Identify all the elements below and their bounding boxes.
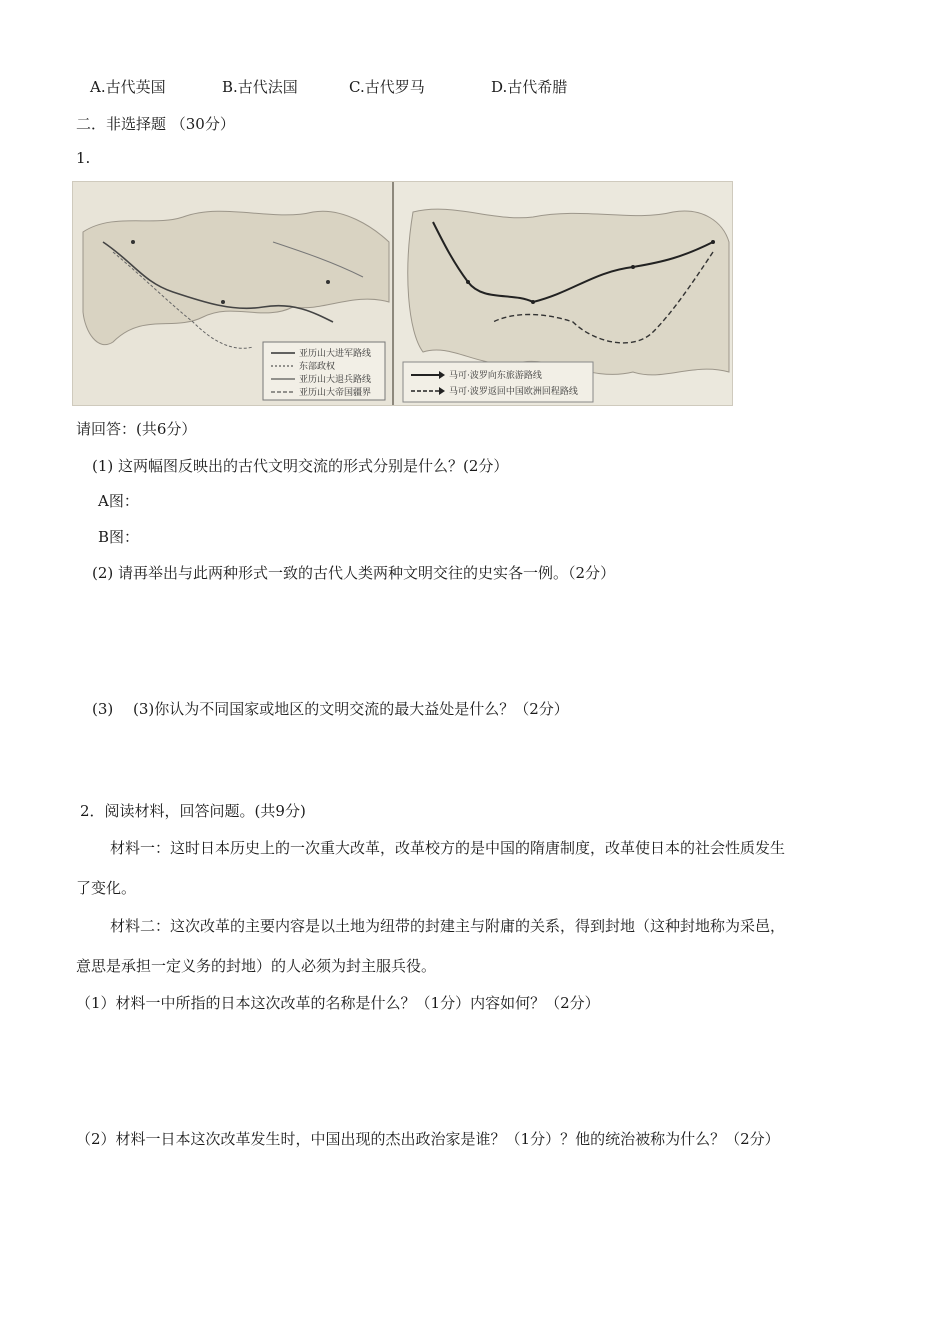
legend-a-4: 亚历山大帝国疆界 [299,388,372,398]
q1-sub3: (3) (3)你认为不同国家或地区的文明交流的最大益处是什么？（2分） [92,700,569,718]
option-c: C.古代罗马 [349,78,425,96]
q2-sub1: （1）材料一中所指的日本这次改革的名称是什么？（1分）内容如何？（2分） [76,994,600,1012]
q2-sub2: （2）材料一日本这次改革发生时，中国出现的杰出政治家是谁？（1分）？他的统治被称为什么？（2分） [76,1130,780,1148]
legend-a-2: 东部政权 [299,362,336,372]
map-a [73,182,391,405]
material-1-line-2: 了变化。 [76,879,137,897]
historical-maps-image [72,181,733,406]
q1-sub2: (2) 请再举出与此两种形式一致的古代人类两种文明交往的史实各一例。（2分） [92,564,616,582]
q1-sub1: (1) 这两幅图反映出的古代文明交流的形式分别是什么？(2分） [92,457,509,475]
question-1-number: 1. [76,149,91,167]
q1-prompt: 请回答：(共6分） [76,420,197,438]
option-a: A.古代英国 [90,78,166,96]
legend-a-1: 亚历山大进军路线 [299,349,372,359]
q1-a-label: A图： [98,492,139,510]
material-1-line-1: 材料一：这时日本历史上的一次重大改革，改革校方的是中国的隋唐制度，改革使日本的社会性质发生 [110,839,786,857]
option-b: B.古代法国 [222,78,298,96]
legend-b-2: 马可·波罗返回中国欧洲回程路线 [449,387,578,397]
section-heading: 二．非选择题 （30分） [76,115,235,133]
material-2-line-2: 意思是承担一定义务的封地）的人必须为封主服兵役。 [76,957,437,975]
legend-b-1: 马可·波罗向东旅游路线 [449,371,542,381]
q1-b-label: B图： [98,528,140,546]
q2-heading: 2．阅读材料，回答问题。(共9分) [80,802,306,820]
material-2-line-1: 材料二：这次改革的主要内容是以土地为纽带的封建主与附庸的关系，得到封地（这种封地称为采邑， [110,917,786,935]
legend-a-3: 亚历山大退兵路线 [299,375,372,385]
option-d: D.古代希腊 [491,78,568,96]
map-b [395,182,732,405]
